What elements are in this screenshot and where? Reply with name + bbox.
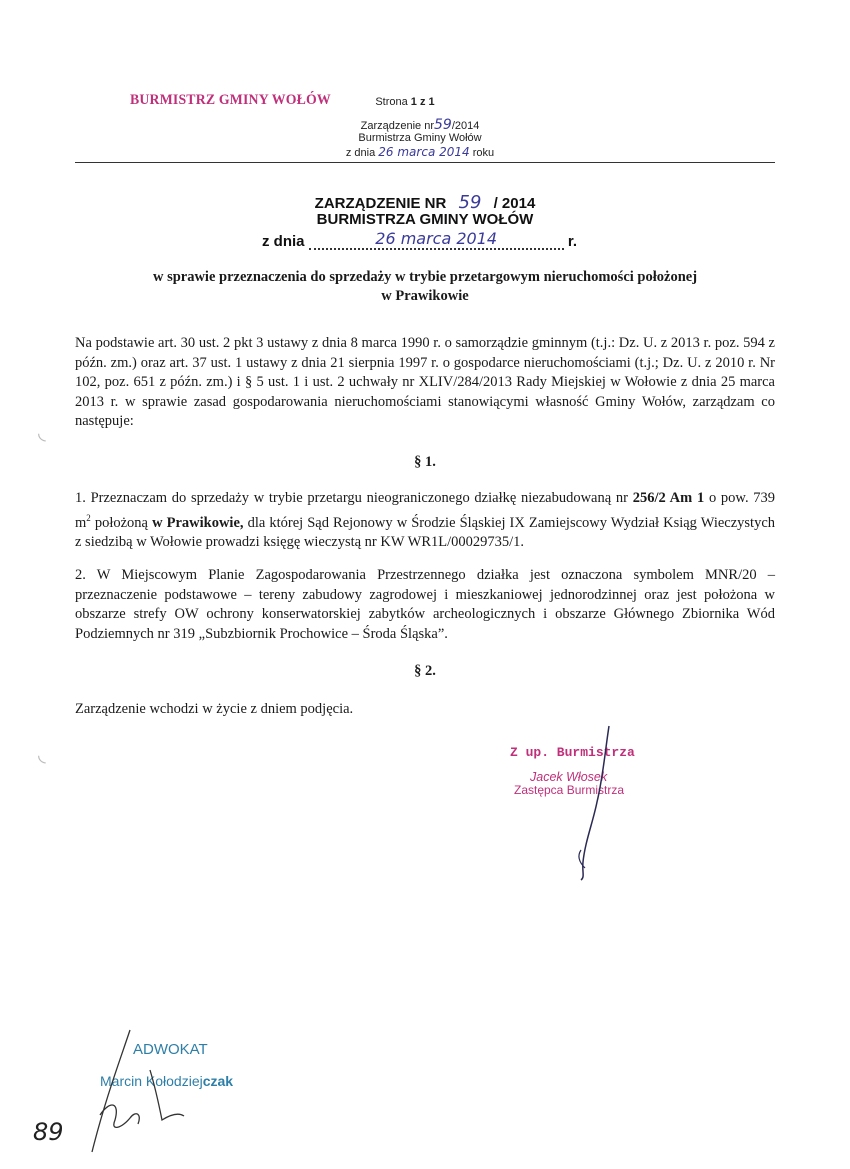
advocate-name-part2: czak — [202, 1073, 234, 1089]
parcel-location: w Prawikowie, — [152, 514, 244, 531]
signatory-name: Jacek Włosek — [530, 770, 608, 784]
header-ordinance-number-handwritten: 59 — [434, 117, 452, 133]
header-issuer: Burmistrza Gminy Wołów — [358, 132, 482, 144]
section-2-paragraph: Zarządzenie wchodzi w życie z dniem podjęcia. — [75, 701, 354, 717]
section-2-heading: § 2. — [414, 663, 436, 679]
point1-area: o pow. 739 m — [75, 490, 776, 531]
header-date-prefix: z dnia — [345, 147, 376, 159]
header-date-handwritten: 26 marca 2014 — [378, 145, 470, 159]
handwritten-page-note: 89 — [33, 1118, 64, 1146]
section-1-heading: § 1. — [414, 454, 436, 470]
signature-stamp-line: Z up. Burmistrza — [510, 745, 635, 760]
title-date-prefix: z dnia — [262, 233, 305, 250]
title-number-handwritten: 59 — [458, 192, 482, 213]
section-1-point-1 — [75, 489, 775, 552]
point1-text-a: 1. Przeznaczam do sprzedaży w trybie przetargu nieograniczonego działkę niezabudowaną nr — [75, 490, 628, 506]
ordinance-title-line1 — [0, 192, 850, 213]
scan-artifact-icon: ◟ — [38, 422, 46, 444]
header-ordinance-number — [330, 117, 510, 133]
header-ordinance-suffix: /2014 — [451, 120, 480, 132]
ordinance-date — [262, 229, 602, 250]
page-separator: z — [419, 96, 426, 108]
title-suffix: / 2014 — [493, 195, 536, 212]
issuer-stamp: BURMISTRZ GMINY WOŁÓW — [130, 92, 331, 108]
header-ordinance-prefix: Zarządzenie nr — [360, 120, 434, 132]
section-1-point-2: 2. W Miejscowym Planie Zagospodarowania Przestrzennego działka jest oznaczona symbolem MNR/20 – przeznaczenie podstawowe – tereny zabudowy zagrodowej i mieszkaniowej jednorodzinnej oraz jest położona w obszarze strefy OW ochrony konserwatorskiej zabytków archeologicznych i obszarze Głównego Zbiornika Wód Podziemnych nr 319 „Subzbiornik Prochowice – Środa Śląska”. — [75, 567, 775, 642]
page-total: 1 — [428, 96, 435, 108]
page-label: Strona — [375, 96, 408, 108]
title-prefix: ZARZĄDZENIE NR — [314, 195, 447, 212]
handwritten-signature-icon — [565, 722, 625, 882]
page-counter — [335, 96, 475, 108]
header-date-suffix: roku — [472, 147, 495, 159]
point1-area-unit-exponent: 2 — [86, 512, 91, 523]
title-date-handwritten: 26 marca 2014 — [375, 229, 498, 248]
point1-text-d: położoną — [90, 514, 148, 531]
subject-line2: w Prawikowie — [381, 288, 469, 304]
parcel-number: 256/2 Am 1 — [632, 490, 705, 506]
preamble-paragraph: Na podstawie art. 30 ust. 2 pkt 3 ustawy z dnia 8 marca 1990 r. o samorządzie gminnym (t.j.: Dz. U. z 2013 r. poz. 594 z późn. zm.) oraz art. 37 ust. 1 ustawy z dnia 21 sierpnia 1997 r. o gospodarce nieruchomościami (t.j.; Dz. U. z 2010 r. Nr 102, poz. 651 z późn. zm.) i § 5 ust. 1 i ust. 2 uchwały nr XLIV/284/2013 Rady Miejskiej w Wołowie z dnia 25 marca 2013 r. w sprawie zasad gospodarowania nieruchomościami stanowiącymi własność Gminy Wołów, zarządzam co następuje: — [75, 335, 775, 429]
ordinance-title-line2: BURMISTRZA GMINY WOŁÓW — [316, 211, 534, 228]
scan-artifact-icon: ◟ — [38, 744, 46, 766]
advocate-signature-icon — [60, 1020, 210, 1160]
header-divider — [75, 162, 775, 163]
header-date — [300, 145, 540, 159]
advocate-name-part1: Marcin Kołodziej — [100, 1073, 203, 1089]
point1-text-f: dla której Sąd Rejonowy w Środzie Śląskiej IX Zamiejscowy Wydział Ksiąg Wieczystych z siedzibą w Wołowie prowadzi księgę wieczystą nr KW WR1L/00029735/1. — [75, 514, 776, 550]
page-number: 1 — [410, 96, 417, 108]
signatory-role: Zastępca Burmistrza — [514, 783, 625, 797]
title-date-suffix: r. — [567, 233, 578, 250]
advocate-stamp-title: ADWOKAT — [133, 1041, 208, 1058]
subject-line1: w sprawie przeznaczenia do sprzedaży w trybie przetargowym nieruchomości położonej — [152, 269, 698, 285]
